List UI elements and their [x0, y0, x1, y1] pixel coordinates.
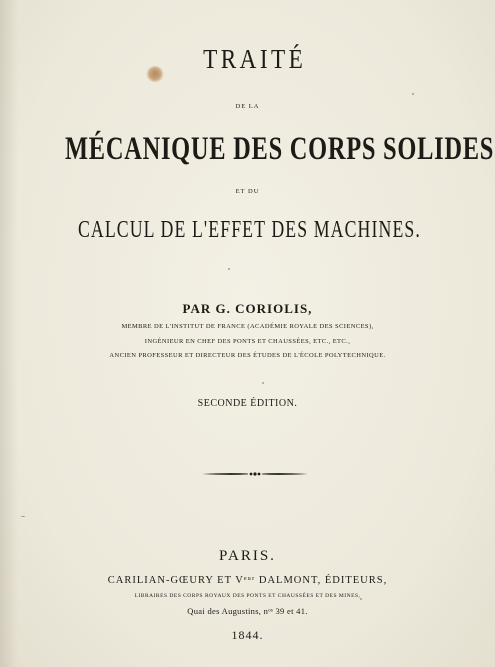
- subtitle: CALCUL DE L'EFFET DES MACHINES.: [77, 217, 421, 243]
- ornamental-rule: [200, 470, 310, 478]
- author-line: PAR G. CORIOLIS,: [182, 301, 313, 316]
- paper-speck: [262, 382, 264, 384]
- paper-speck: [228, 268, 230, 270]
- credential-line: ANCIEN PROFESSEUR ET DIRECTEUR DES ÉTUDES DE L'ÉCOLE POLYTECHNIQUE.: [109, 352, 386, 359]
- connector-de-la: DE LA: [235, 103, 260, 110]
- credential-line: INGÉNIEUR EN CHEF DES PONTS ET CHAUSSÉES, ETC., ETC.,: [144, 338, 351, 345]
- imprint-year: 1844.: [231, 628, 264, 642]
- spine-shadow: [0, 0, 18, 667]
- credential-line: MEMBRE DE L'INSTITUT DE FRANCE (ACADÉMIE ROYALE DES SCIENCES),: [121, 323, 374, 330]
- book-title: TRAITÉ: [203, 44, 307, 74]
- imprint-address: Quai des Augustins, nᵒˢ 39 et 41.: [187, 606, 308, 616]
- main-title: MÉCANIQUE DES CORPS SOLIDES: [65, 131, 495, 167]
- edition-line: SECONDE ÉDITION.: [197, 398, 298, 409]
- imprint-city: PARIS.: [219, 548, 276, 564]
- paper-speck: [21, 516, 25, 517]
- imprint-publishers: CARILIAN-GŒURY ET Vᵉᵘʳ DALMONT, ÉDITEURS,: [107, 575, 388, 586]
- paper-speck: [412, 93, 414, 95]
- imprint-booksellers: LIBRAIRES DES CORPS ROYAUX DES PONTS ET CHAUSSÉES ET DES MINES,: [134, 593, 361, 599]
- connector-et-du: ET DU: [235, 188, 260, 195]
- paper-speck: [360, 598, 362, 600]
